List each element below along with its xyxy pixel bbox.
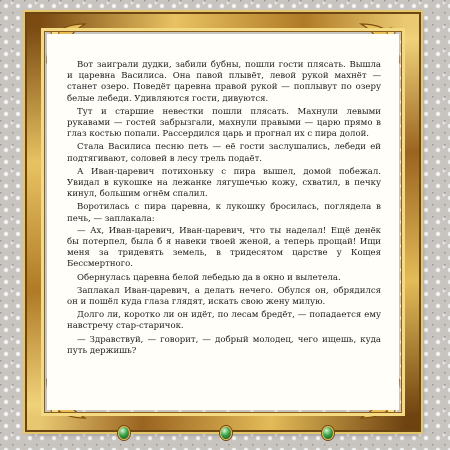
paragraph: Воротилась с пира царевна, к лукошку бросилась, поглядела в печь, — заплакала: (67, 202, 381, 224)
paragraph: Обернулась царевна белой лебедью да в окно и вылетела. (77, 272, 341, 283)
green-gem-icon (322, 426, 334, 440)
paragraph: Заплакал Иван-царевич, а делать нечего. Обулся он, обрядился он и пошёл куда глаза глядят, искать свою жену милую. (67, 285, 381, 308)
story-text (67, 60, 381, 357)
paragraph: Тут и старшие невестки пошли плясать. Махнули левыми рукавами — гостей забрызгали, махнули правыми — царю прямо в глаз костью попали. Рассердился царь и прогнал их с пира долой. (67, 106, 381, 140)
text-page (47, 34, 399, 410)
paragraph: — Ах, Иван-царевич, Иван-царевич, что ты наделал! Ещё денёк бы потерпел, была б я навеки твоей женой, а теперь прощай! Ищи меня за тридевять земель, в тридесятом царстве у Кощея Бессмертного. (67, 225, 381, 270)
green-gem-icon (220, 426, 232, 440)
paragraph: Стала Василиса песню петь — её гости заслушались, лебеди ей подтягивают, соловей в лесу трель подаёт. (67, 142, 381, 164)
paragraph: А Иван-царевич потихоньку с пира вышел, домой побежал. Увидал в кукошке на лежанке лягушечью кожу, схватил, в печку кинул, большим огнём спалил. (67, 166, 381, 200)
paragraph: Вот заиграли дудки, забили бубны, пошли гости плясать. Вышла и царевна Василиса. Она павой плывёт, левой рукой махнёт — станет озеро. Поведёт царевна правой рукой — поплывут по озеру белые лебеди. Удивляются гости, дивуются. (67, 60, 381, 104)
paragraph: Долго ли, коротко ли он идёт, по лесам бредёт, — попадается ему навстречу стар-старичок. (67, 310, 381, 332)
paragraph: — Здравствуй, — говорит, — добрый молодец, чего ищешь, куда путь держишь? (67, 334, 381, 356)
green-gem-icon (118, 426, 130, 440)
